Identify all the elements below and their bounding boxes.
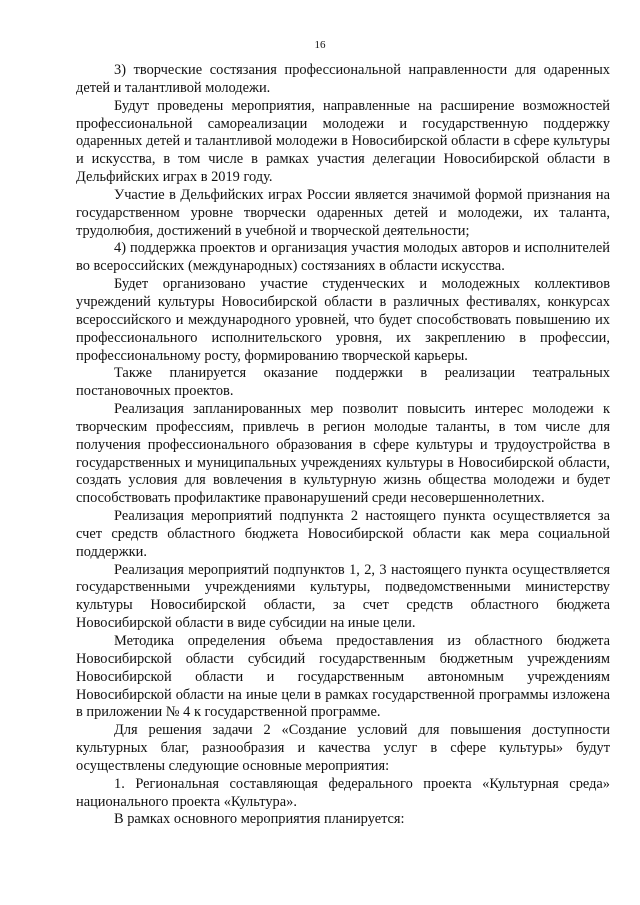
paragraph-delphic-games: Участие в Дельфийских играх России является значимой формой признания на государственном уровне творчески одаренных детей и молодежи, их таланта, трудолюбия, достижений в учебной и творческой деятельности; bbox=[76, 186, 610, 239]
paragraph-subitems-1-2-3-funding: Реализация мероприятий подпунктов 1, 2, 3 настоящего пункта осуществляется государственными учреждениями культуры, подведомственными министерству культуры Новосибирской области, за счет средств областного бюджета Новосибирской области в виде субсидии на иные цели. bbox=[76, 561, 610, 632]
document-body bbox=[76, 62, 610, 829]
paragraph-subsidy-methodology: Методика определения объема предоставления из областного бюджета Новосибирской области субсидий государственным бюджетным учреждениям Новосибирской области и государственным автономным учреждениям Новосибирской области на иные цели в рамках государственной программы изложена в приложении № 4 к государственной программе. bbox=[76, 633, 610, 721]
paragraph-theatre-projects: Также планируется оказание поддержки в реализации театральных постановочных проектов. bbox=[76, 365, 610, 400]
page-number: 16 bbox=[314, 39, 326, 51]
paragraph-planned-measures: Реализация запланированных мер позволит повысить интерес молодежи к творческим профессиям, привлечь в регион молодые таланты, в том числе для получения профессионального образования в сфере культуры и трудоустройства в государственных и муниципальных учреждениях культуры в Новосибирской области, создать условия для вовлечения в культурную жизнь общества молодежи и будет способствовать профилактике правонарушений среди несовершеннолетних. bbox=[76, 401, 610, 507]
paragraph-task-2: Для решения задачи 2 «Создание условий для повышения доступности культурных благ, разнообразия и качества услуг в сфере культуры» будут осуществлены следующие основные мероприятия: bbox=[76, 722, 610, 774]
paragraph-festival-participation: Будет организовано участие студенческих и молодежных коллективов учреждений культуры Новосибирской области в различных фестивалях, конкурсах всероссийского и международного уровней, что будет способствовать повышению их профессионального исполнительского уровня, их закреплению в профессии, профессиональному росту, формированию творческой карьеры. bbox=[76, 276, 610, 364]
paragraph-subitem-2-funding: Реализация мероприятий подпункта 2 настоящего пункта осуществляется за счет средств областного бюджета Новосибирской области как мера социальной поддержки. bbox=[76, 508, 610, 560]
paragraph-creative-competitions: 3) творческие состязания профессиональной направленности для одаренных детей и талантливой молодежи. bbox=[76, 62, 610, 96]
paragraph-planned-within: В рамках основного мероприятия планируется: bbox=[114, 811, 405, 828]
paragraph-support-young-authors: 4) поддержка проектов и организация участия молодых авторов и исполнителей во всероссийских (международных) состязаниях в области искусства. bbox=[76, 240, 610, 275]
paragraph-events-self-realization: Будут проведены мероприятия, направленные на расширение возможностей профессиональной самореализации молодежи и государственную поддержку одаренных детей и талантливой молодежи в Новосибирской области в сфере культуры и искусства, в том числе в рамках участия делегации Новосибирской области в Дельфийских играх в 2019 году. bbox=[76, 97, 610, 186]
paragraph-regional-component: 1. Региональная составляющая федерального проекта «Культурная среда» национального проекта «Культура». bbox=[76, 775, 610, 810]
